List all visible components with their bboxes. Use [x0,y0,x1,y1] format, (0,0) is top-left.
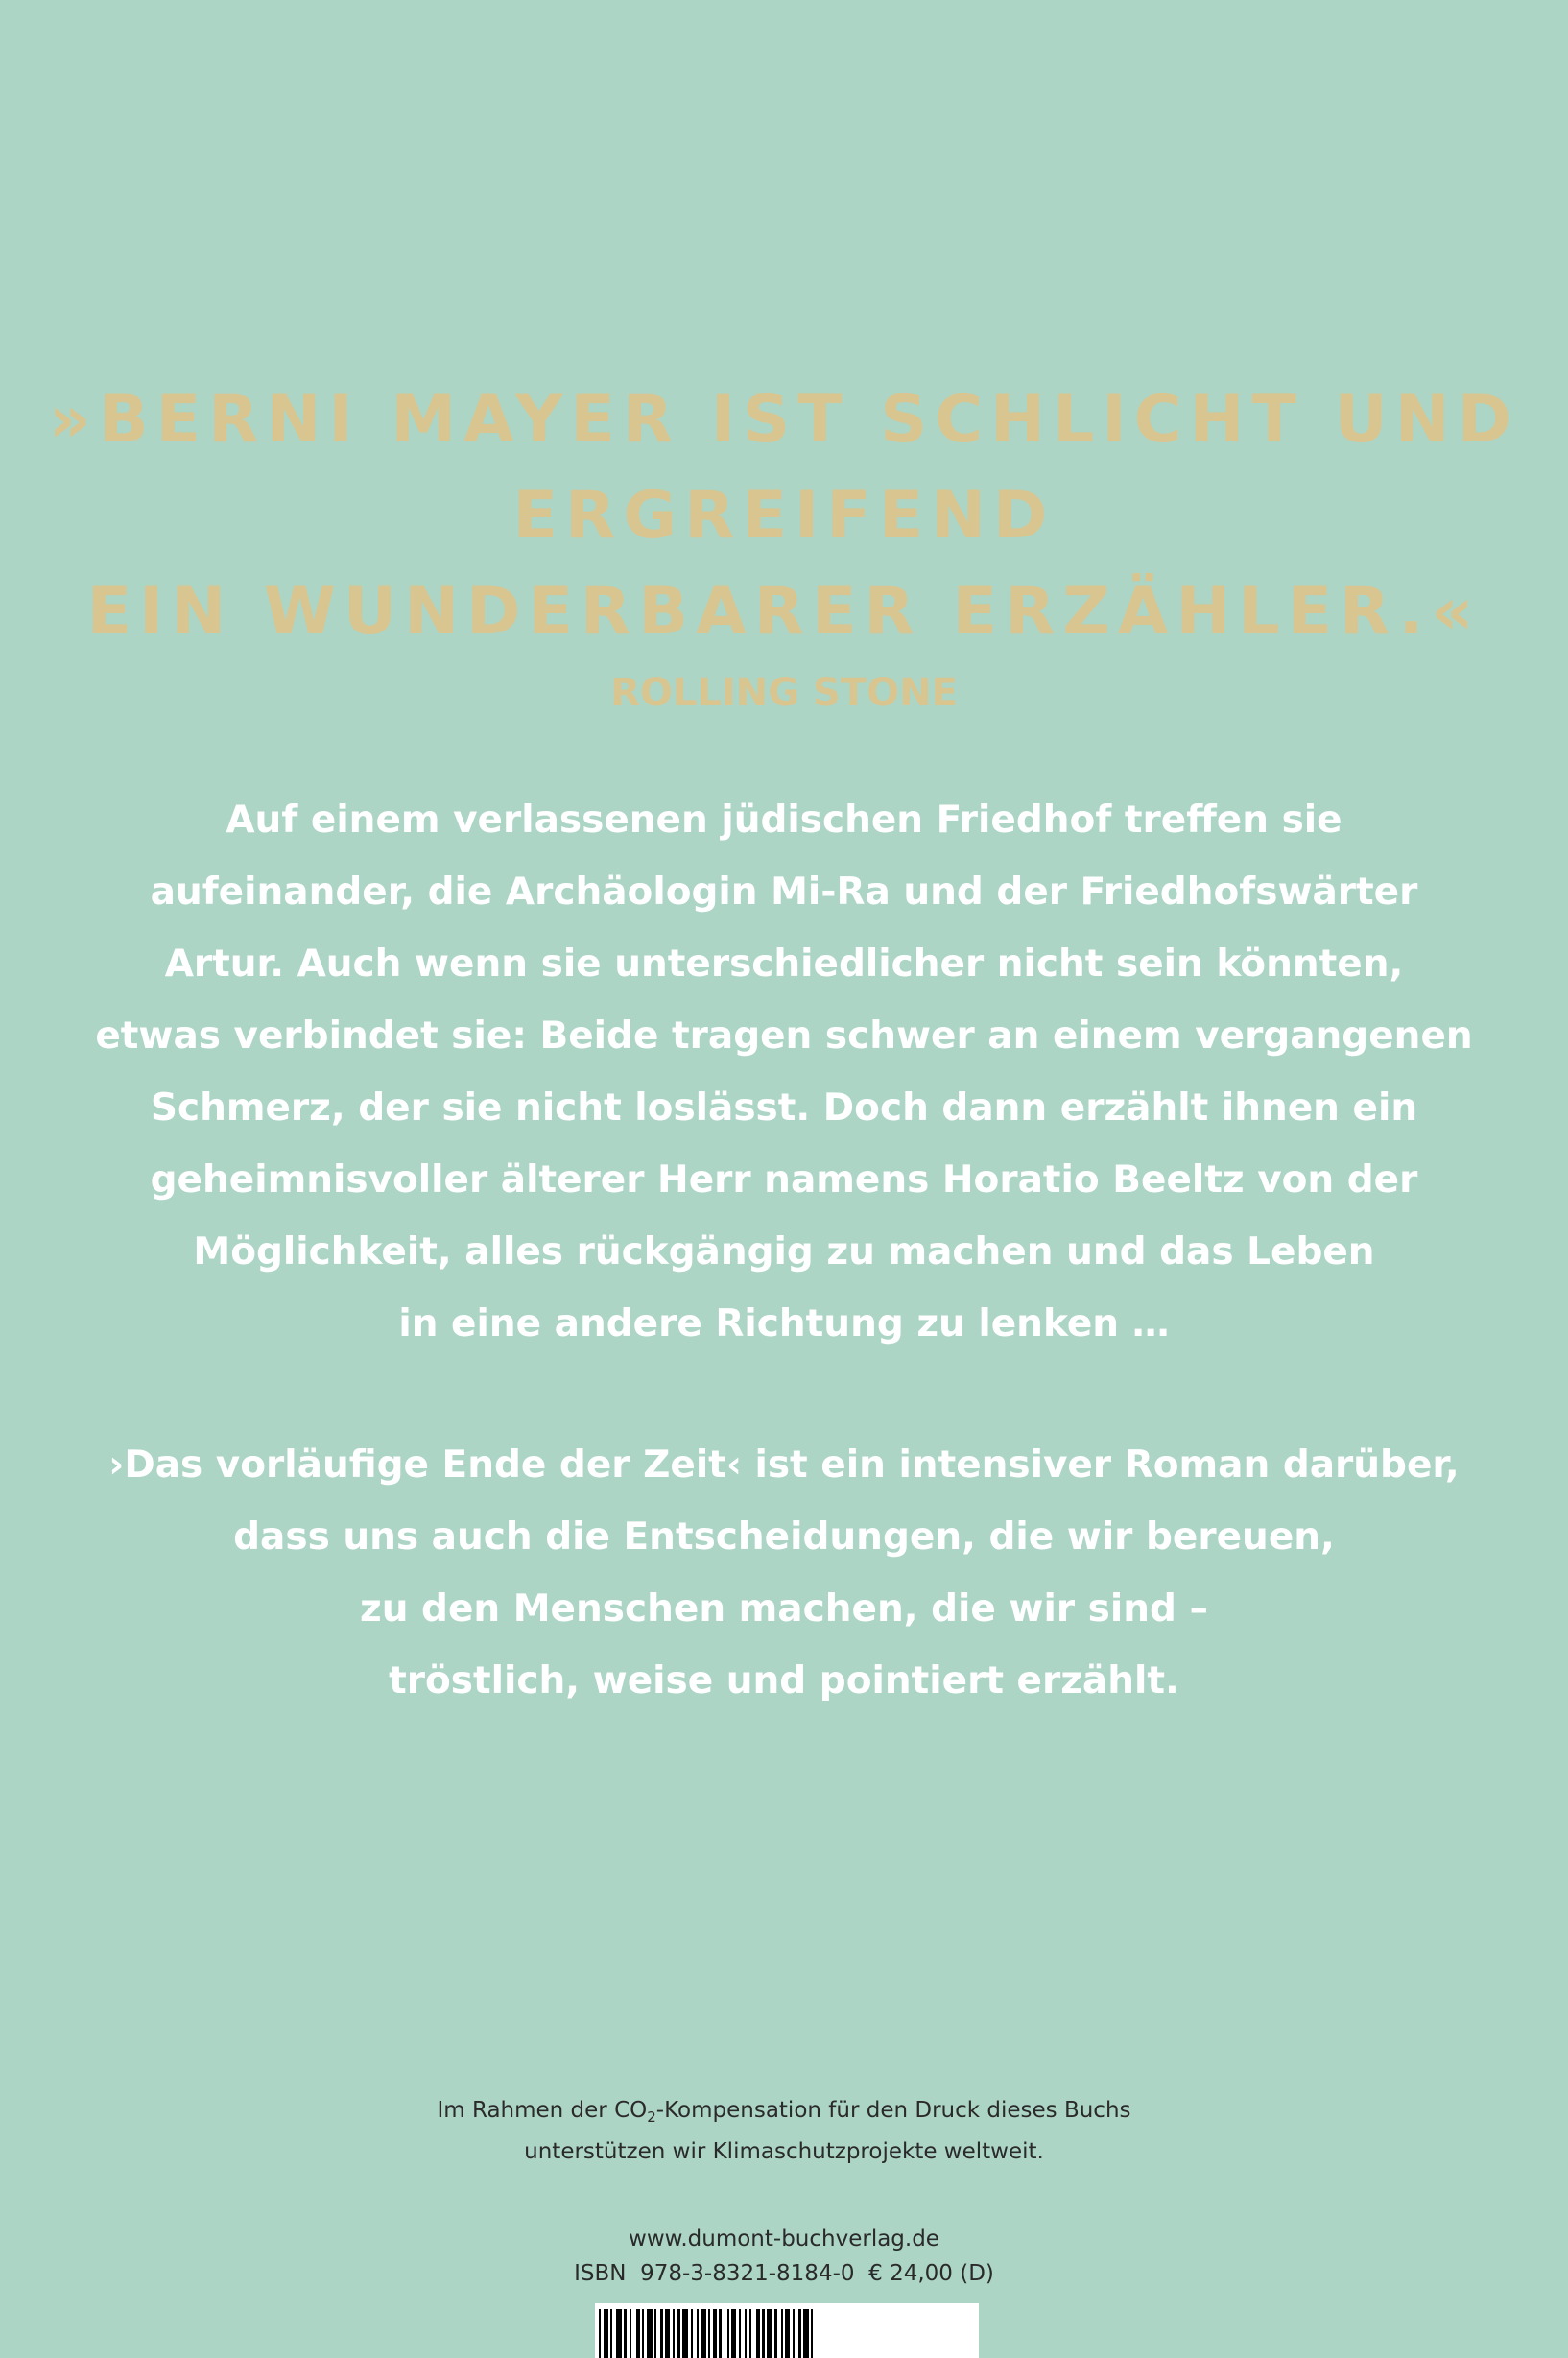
blurb-paragraph-1 [0,784,1568,1360]
price: € 24,00 (D) [868,2261,994,2286]
blurb-line: Artur. Auch wenn sie unterschiedlicher nicht sein könnten, [164,942,1404,986]
barcode-gap [813,2309,816,2358]
co2-subscript: 2 [647,2108,656,2126]
imprint [0,2222,1568,2291]
blurb-line: Auf einem verlassenen jüdischen Friedhof treffen sie [226,798,1342,842]
isbn-label: ISBN [574,2261,627,2286]
co2-note-line-2: unterstützen wir Klimaschutzprojekte weltweit. [524,2139,1044,2164]
blurb-paragraph-2 [0,1429,1568,1717]
blurb-line: Schmerz, der sie nicht loslässt. Doch dann erzählt ihnen ein [150,1086,1418,1130]
blurb-line: geheimnisvoller älterer Herr namens Horatio Beeltz von der [150,1158,1418,1202]
co2-note-pre: Im Rahmen der CO [437,2098,648,2123]
isbn-number: 978-3-8321-8184-0 [640,2261,855,2286]
quote-line-2: ERGREIFEND [512,478,1056,554]
publisher-website: www.dumont-buchverlag.de [629,2227,939,2251]
blurb-line: dass uns auch die Entscheidungen, die wir bereuen, [233,1515,1335,1559]
blurb-line: in eine andere Richtung zu lenken … [398,1302,1170,1346]
co2-note-post: -Kompensation für den Druck dieses Buchs [655,2098,1131,2123]
co2-note [0,2093,1568,2169]
isbn-line [0,2256,1568,2291]
quote-line-1: »BERNI MAYER IST SCHLICHT UND [48,382,1520,458]
blurb-line: Möglichkeit, alles rückgängig zu machen und das Leben [193,1230,1375,1274]
blurb-line: aufeinander, die Archäologin Mi-Ra und der Friedhofswärter [150,870,1418,914]
blurb-line: zu den Menschen machen, die wir sind – [360,1587,1208,1631]
co2-note-line-1 [0,2093,1568,2134]
press-quote [0,372,1568,722]
blurb-line: tröstlich, weise und pointiert erzählt. [389,1659,1179,1703]
quote-source: ROLLING STONE [610,671,958,715]
blurb-line: ›Das vorläufige Ende der Zeit‹ ist ein intensiver Roman darüber, [108,1443,1460,1487]
quote-line-3: EIN WUNDERBARER ERZÄHLER.« [86,574,1482,650]
barcode [595,2303,979,2358]
blurb-line: etwas verbindet sie: Beide tragen schwer an einem vergangenen [95,1014,1473,1058]
